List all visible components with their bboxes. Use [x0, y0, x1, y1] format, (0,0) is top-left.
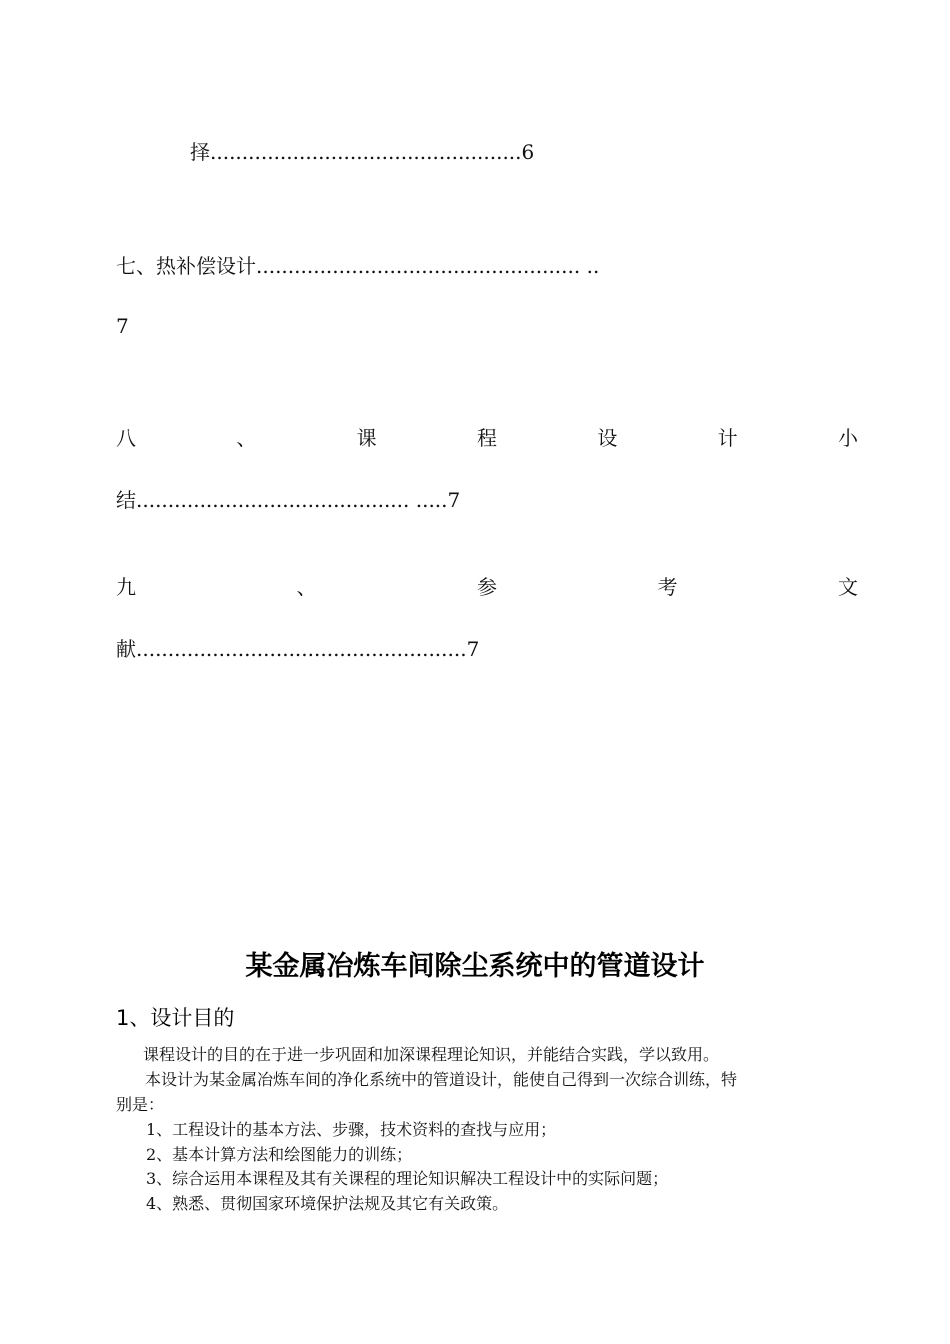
paragraph-design-line1: 本设计为某金属冶炼车间的净化系统中的管道设计，能使自己得到一次综合训练，特: [145, 1070, 738, 1089]
toc-entry-9-char: 考: [657, 575, 678, 599]
toc-entry-8-char: 小: [837, 426, 858, 450]
toc-entry-8-page: 结........................................... .....7: [116, 488, 461, 512]
toc-entry-7: 七、热补偿设计................................................... ..: [116, 254, 600, 278]
toc-entry-7-page: 7: [116, 314, 129, 338]
toc-entry-6-continuation: 择.................................................6: [190, 140, 535, 164]
toc-entry-8-char: 、: [236, 426, 257, 450]
toc-entry-8-char: 课: [356, 426, 377, 450]
document-title: 某金属冶炼车间除尘系统中的管道设计: [245, 951, 705, 982]
list-item: 2、基本计算方法和绘图能力的训练；: [146, 1145, 413, 1164]
toc-entry-9-char: 、: [296, 575, 317, 599]
list-item: 3、综合运用本课程及其有关课程的理论知识解决工程设计中的实际问题；: [146, 1169, 669, 1188]
toc-entry-8-char: 程: [476, 426, 497, 450]
paragraph-design-line2: 别是：: [116, 1095, 165, 1114]
toc-entry-9: [116, 577, 858, 597]
list-item: 4、熟悉、贯彻国家环境保护法规及其它有关政策。: [146, 1194, 509, 1213]
list-item: 1、工程设计的基本方法、步骤，技术资料的查找与应用；: [146, 1120, 557, 1139]
toc-entry-9-page: 献....................................................7: [116, 637, 480, 661]
toc-entry-8-char: 设: [597, 426, 618, 450]
paragraph-purpose: 课程设计的目的在于进一步巩固和加深课程理论知识，并能结合实践，学以致用。: [143, 1045, 720, 1064]
toc-entry-8-char: 八: [116, 426, 136, 450]
toc-entry-9-char: 参: [477, 575, 497, 599]
toc-entry-8: [116, 428, 858, 448]
toc-entry-8-char: 计: [717, 426, 738, 450]
toc-entry-9-char: 九: [116, 575, 136, 599]
toc-entry-9-char: 文: [838, 575, 858, 599]
section-heading: 1、设计目的: [116, 1006, 235, 1030]
